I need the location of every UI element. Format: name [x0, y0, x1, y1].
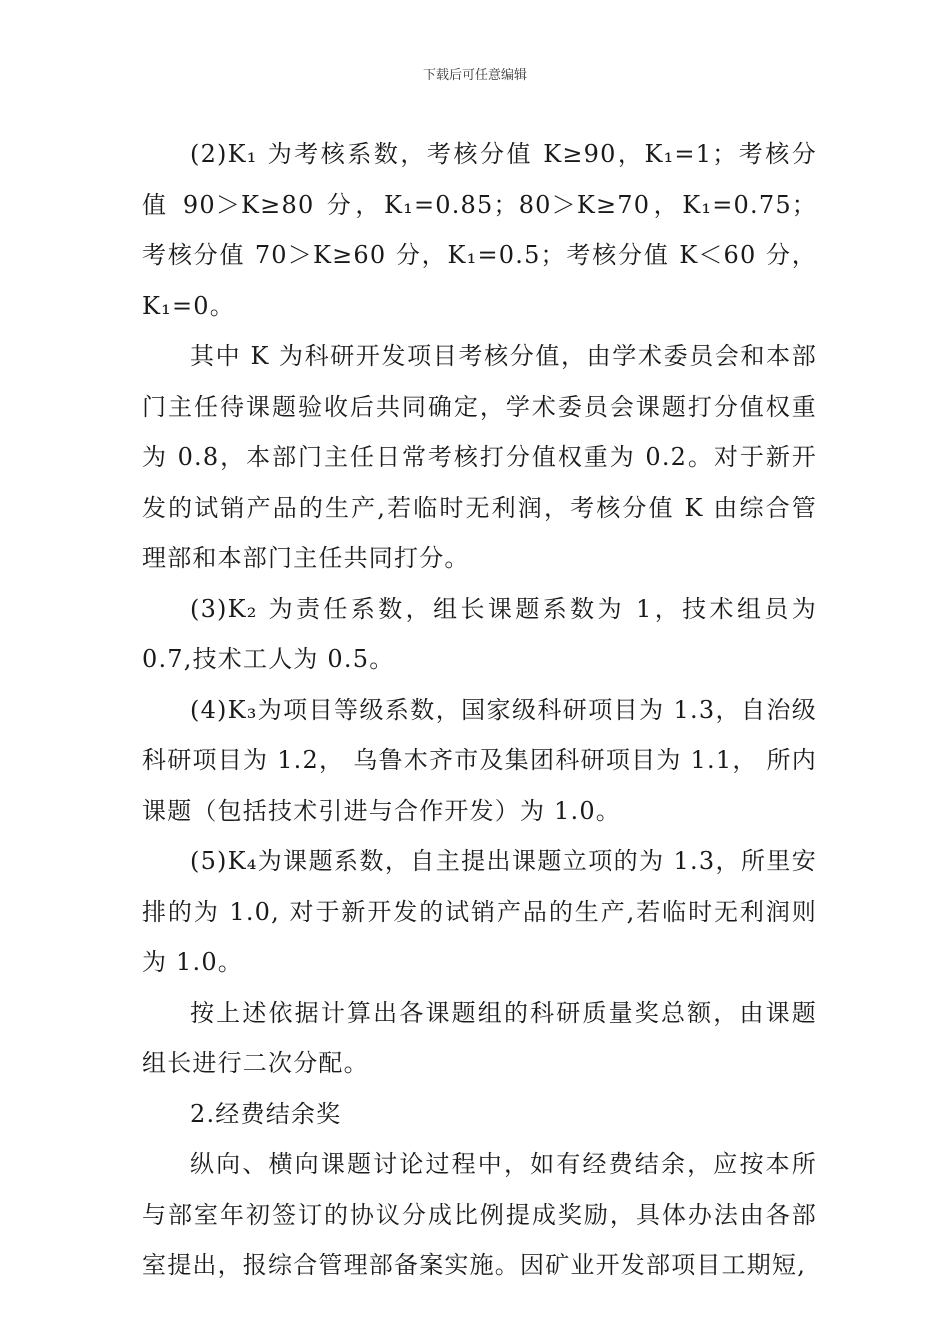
- paragraph-k3-coefficient: (4)K₃为项目等级系数，国家级科研项目为 1.3，自治级科研项目为 1.2， 乌鲁木齐市及集团科研项目为 1.1， 所内课题（包括技术引进与合作开发）为 1.0。: [142, 695, 817, 825]
- paragraph-k4-coefficient: (5)K₄为课题系数，自主提出课题立项的为 1.3，所里安排的为 1.0, 对于新开发的试销产品的生产,若临时无利润则为 1.0。: [142, 847, 817, 976]
- page-header: 下载后可任意编辑: [422, 68, 527, 83]
- section-heading: 2.经费结余奖: [190, 1099, 342, 1128]
- paragraph-k1-coefficient: (2)K₁ 为考核系数，考核分值 K≥90，K₁=1；考核分值 90＞K≥80 分，K₁=0.85；80＞K≥70，K₁=0.75；考核分值 70＞K≥60 分，K₁=0.5；考核分值 K＜60 分，K₁=0。: [142, 140, 817, 320]
- paragraph-k-definition: 其中 K 为科研开发项目考核分值，由学术委员会和本部门主任待课题验收后共同确定，学术委员会课题打分值权重为 0.8，本部门主任日常考核打分值权重为 0.2。对于新开发的试销产品的生产,若临时无利润，考核分值 K 由综合管理部和本部门主任共同打分。: [142, 342, 817, 572]
- paragraph-fund-surplus: 纵向、横向课题讨论过程中，如有经费结余，应按本所与部室年初签订的协议分成比例提成奖励，具体办法由各部室提出，报综合管理部备案实施。因矿业开发部项目工期短,: [142, 1150, 817, 1279]
- paragraph-k2-coefficient: (3)K₂ 为责任系数，组长课题系数为 1，技术组员为 0.7,技术工人为 0.5。: [142, 594, 817, 673]
- document-body: [142, 129, 817, 1291]
- paragraph-distribution: 按上述依据计算出各课题组的科研质量奖总额，由课题组长进行二次分配。: [142, 998, 817, 1077]
